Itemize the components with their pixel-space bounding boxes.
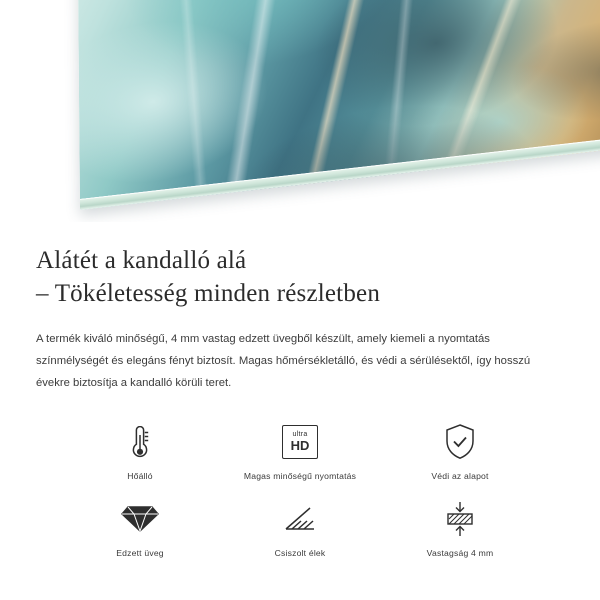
glass-panel-product — [77, 0, 600, 210]
feature-item-polished-edges — [220, 497, 380, 558]
diamond-icon — [120, 497, 160, 541]
content-area — [0, 244, 600, 558]
feature-item-tempered-glass — [60, 497, 220, 558]
thermometer-icon — [127, 420, 153, 464]
feature-label: Védi az alapot — [431, 470, 489, 481]
feature-item-thickness — [380, 497, 540, 558]
shield-check-icon — [443, 420, 477, 464]
ultra-hd-icon — [282, 420, 318, 464]
feature-label: Magas minőségű nyomtatás — [243, 470, 357, 481]
ultra-hd-badge-bottom: HD — [290, 438, 310, 454]
feature-label: Vastagság 4 mm — [426, 547, 494, 558]
page-title — [36, 244, 564, 311]
feature-label: Edzett üveg — [116, 547, 164, 558]
hero-image — [0, 0, 600, 222]
headline-line-1: Alátét a kandalló alá — [36, 247, 247, 274]
thickness-arrows-icon — [440, 497, 480, 541]
polished-edges-icon — [280, 497, 320, 541]
feature-label: Csiszolt élek — [274, 547, 326, 558]
headline-line-2: – Tökéletesség minden részletben — [36, 280, 381, 308]
feature-item-surface-protection — [380, 420, 540, 481]
feature-item-heat-resistant — [60, 420, 220, 481]
feature-label: Hőálló — [127, 470, 153, 481]
hero-image-inner — [0, 0, 600, 222]
feature-item-print-quality — [220, 420, 380, 481]
feature-grid — [36, 420, 564, 558]
ultra-hd-badge-top: ultra — [292, 431, 308, 439]
description-paragraph: A termék kiváló minőségű, 4 mm vastag edzett üvegből készült, amely kiemeli a nyomtatás színmélységét és elegáns fényt biztosít. Magas hőmérsékletálló, és védi a sérülésektől, így hosszú évekre biztosítja a kandalló körüli teret. — [36, 332, 531, 389]
